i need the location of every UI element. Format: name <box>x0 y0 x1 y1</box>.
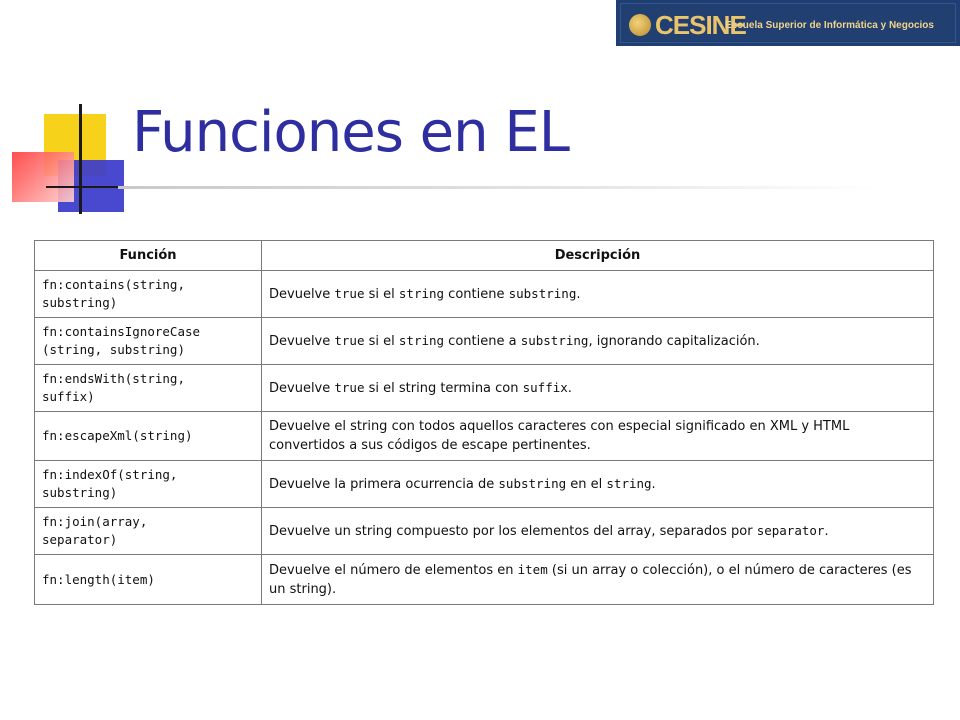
function-name-cell <box>35 318 262 365</box>
function-signature: fn:endsWith(string, <box>42 371 185 386</box>
decor-red-square <box>12 152 74 202</box>
decor-vertical-line <box>79 104 82 214</box>
description-cell <box>262 461 934 508</box>
function-signature: fn:indexOf(string, <box>42 467 178 482</box>
table-row <box>35 318 934 365</box>
desc-text: . <box>824 524 829 539</box>
function-name-cell <box>35 412 262 461</box>
function-signature-cont: substring) <box>42 295 118 310</box>
function-signature: fn:length(item) <box>42 571 155 587</box>
desc-text: Devuelve el número de elementos en <box>269 563 518 578</box>
cesine-logo <box>616 0 960 46</box>
desc-code: true <box>334 380 365 395</box>
desc-code: string <box>398 286 445 301</box>
desc-text: si el <box>364 287 399 302</box>
function-signature-cont: separator) <box>42 532 118 547</box>
desc-text: si el <box>364 334 399 349</box>
description-cell <box>262 412 934 461</box>
desc-text: en el <box>566 477 607 492</box>
desc-text: Devuelve <box>269 334 335 349</box>
desc-text: . <box>567 381 572 396</box>
table-row <box>35 555 934 605</box>
desc-text: Devuelve <box>269 287 335 302</box>
header-description: Descripción <box>262 241 934 271</box>
function-signature-cont: substring) <box>42 485 118 500</box>
desc-code: string <box>398 333 445 348</box>
desc-text: si el string termina con <box>364 381 523 396</box>
desc-code: substring <box>520 333 589 348</box>
decor-horizontal-line <box>46 186 126 188</box>
description-cell <box>262 271 934 318</box>
table-row <box>35 365 934 412</box>
desc-text: contiene a <box>444 334 521 349</box>
functions-table <box>34 240 934 605</box>
desc-code: true <box>334 333 365 348</box>
desc-code: string <box>606 476 652 491</box>
function-signature: fn:join(array, <box>42 514 148 529</box>
table-row <box>35 412 934 461</box>
table-row <box>35 508 934 555</box>
function-name-cell <box>35 555 262 605</box>
desc-text: Devuelve un string compuesto por los elementos del array, separados por <box>269 524 757 539</box>
description-cell <box>262 318 934 365</box>
description-cell <box>262 555 934 605</box>
desc-text: . <box>576 287 581 302</box>
function-signature: fn:contains(string, <box>42 277 185 292</box>
logo-tagline: Escuela Superior de Informática y Negocios <box>725 20 934 31</box>
desc-code: substring <box>508 286 577 301</box>
desc-code: substring <box>498 476 567 491</box>
desc-text: Devuelve <box>269 381 335 396</box>
desc-code: suffix <box>522 380 568 395</box>
table-header-row <box>35 241 934 271</box>
desc-text: Devuelve la primera ocurrencia de <box>269 477 499 492</box>
function-name-cell <box>35 508 262 555</box>
desc-code: separator <box>756 523 825 538</box>
logo-frame <box>620 3 956 43</box>
title-divider <box>118 186 878 189</box>
desc-text: (si un array o colección), o el número de caracteres (es un string). <box>269 563 912 597</box>
logo-mark: CESINE <box>655 10 746 40</box>
slide-title: Funciones en EL <box>132 100 569 165</box>
function-name-cell <box>35 271 262 318</box>
table-row <box>35 271 934 318</box>
desc-text: . <box>651 477 656 492</box>
desc-code: item <box>517 562 548 577</box>
header-function: Función <box>35 241 262 271</box>
function-signature-cont: (string, substring) <box>42 342 185 357</box>
desc-code: true <box>334 286 365 301</box>
globe-icon <box>629 14 651 36</box>
table-row <box>35 461 934 508</box>
desc-text: contiene <box>444 287 509 302</box>
function-signature: fn:escapeXml(string) <box>42 428 193 443</box>
function-name-cell <box>35 461 262 508</box>
function-signature: fn:containsIgnoreCase <box>42 324 201 339</box>
function-signature-cont: suffix) <box>42 389 95 404</box>
desc-text: , ignorando capitalización. <box>588 334 760 349</box>
description-cell <box>262 508 934 555</box>
description-cell <box>262 365 934 412</box>
function-name-cell <box>35 365 262 412</box>
desc-text: Devuelve el string con todos aquellos caracteres con especial significado en XML y HTML convertidos a sus códigos de escape pertinentes. <box>269 419 850 453</box>
